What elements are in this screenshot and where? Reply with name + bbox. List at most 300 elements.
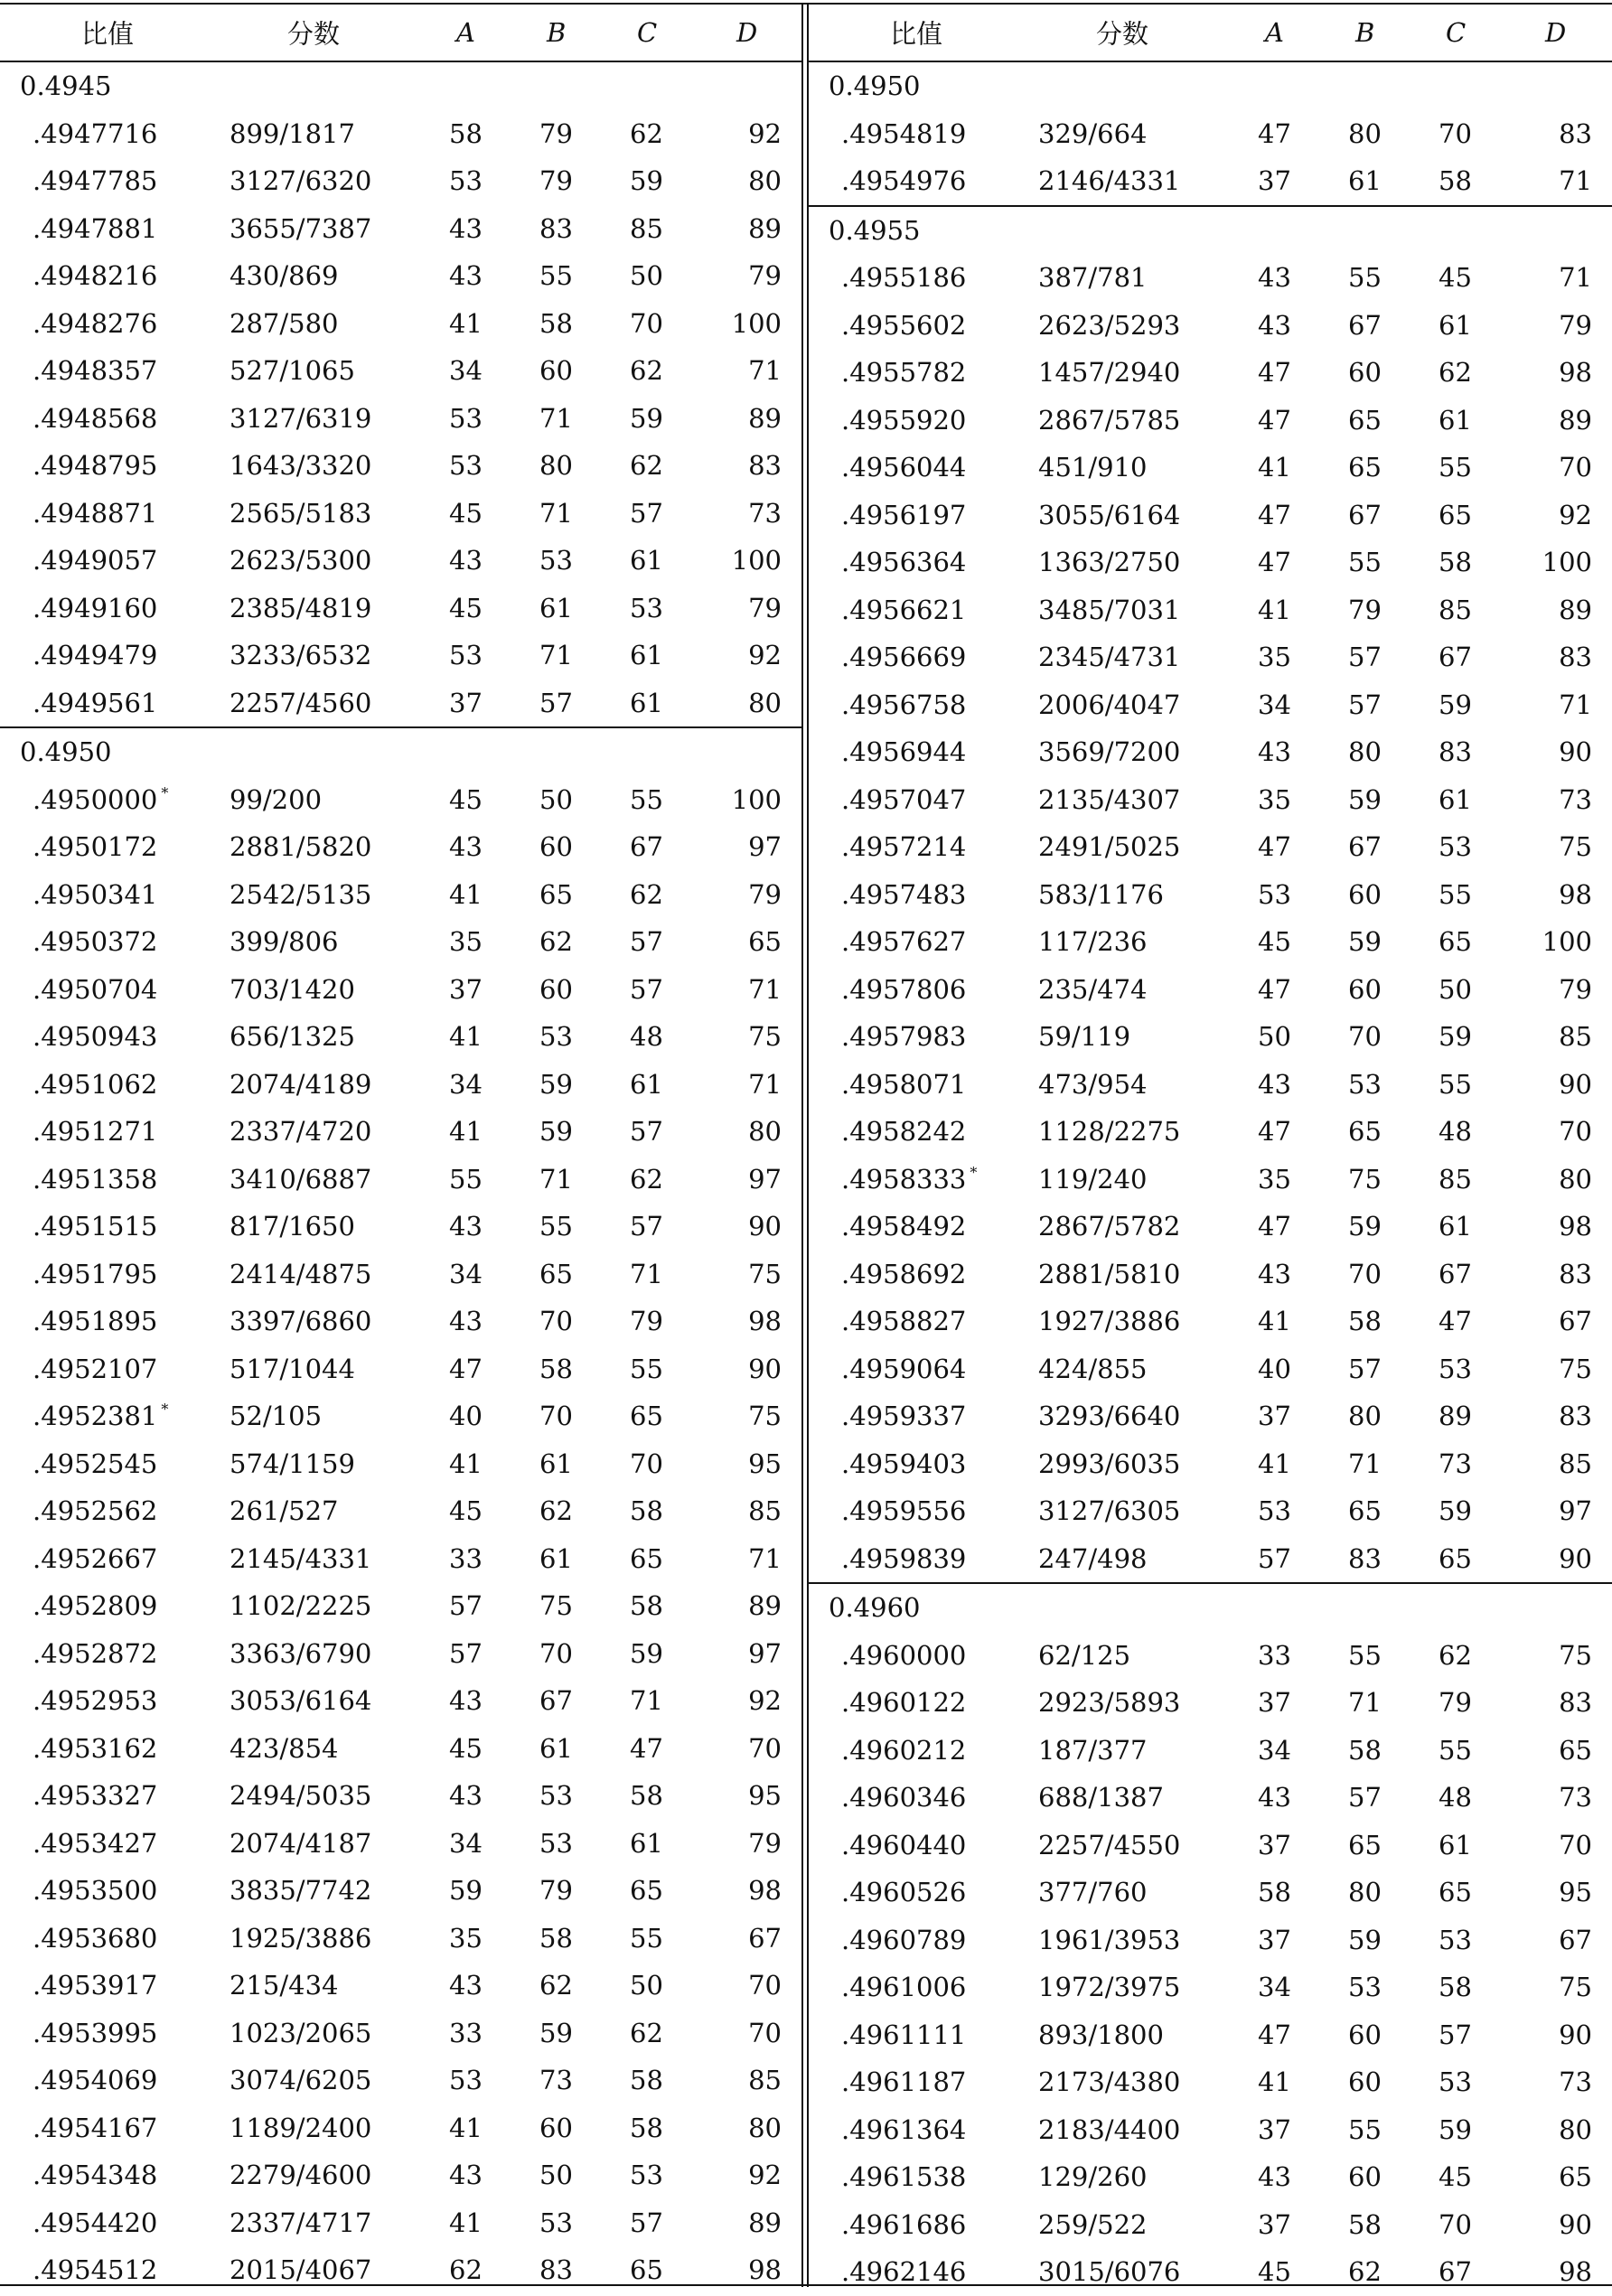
c-cell: 65 xyxy=(630,1542,663,1574)
c-cell: 62 xyxy=(630,117,663,149)
fraction-cell: 3293/6640 xyxy=(1038,1401,1181,1432)
fraction-cell: 2881/5820 xyxy=(230,831,372,863)
ratio-cell: .4959337 xyxy=(841,1401,967,1432)
ratio-cell: .4957983 xyxy=(841,1021,967,1053)
a-cell: 43 xyxy=(449,1306,483,1337)
header-ratio: 比值 xyxy=(890,18,943,49)
ratio-cell: .4962146 xyxy=(841,2256,967,2288)
a-cell: 37 xyxy=(1258,165,1291,197)
fraction-cell: 423/854 xyxy=(230,1732,339,1764)
c-cell: 55 xyxy=(1439,1734,1472,1766)
b-cell: 71 xyxy=(1348,1687,1382,1719)
c-cell: 70 xyxy=(630,307,663,339)
c-cell: 65 xyxy=(1439,499,1472,530)
a-cell: 43 xyxy=(1258,2161,1291,2193)
d-cell: 70 xyxy=(1559,452,1592,483)
c-cell: 55 xyxy=(1439,1068,1472,1100)
a-cell: 41 xyxy=(1258,594,1291,625)
b-cell: 60 xyxy=(539,2112,573,2143)
table-row xyxy=(809,1916,1612,1964)
table-row xyxy=(809,776,1612,824)
ratio-cell: .4960122 xyxy=(841,1687,967,1719)
b-cell: 57 xyxy=(1348,1782,1382,1813)
fraction-cell: 3074/6205 xyxy=(230,2065,372,2096)
ratio-cell: .4948276 xyxy=(33,307,158,339)
d-cell: 92 xyxy=(748,117,782,149)
table-row xyxy=(809,492,1612,539)
d-cell: 75 xyxy=(748,1401,782,1432)
fraction-cell: 1023/2065 xyxy=(230,2017,372,2048)
b-cell: 59 xyxy=(539,1116,573,1148)
table-row xyxy=(809,157,1612,205)
b-cell: 60 xyxy=(1348,2161,1382,2193)
fraction-cell: 3485/7031 xyxy=(1038,594,1181,625)
c-cell: 59 xyxy=(1439,1021,1472,1053)
c-cell: 67 xyxy=(1439,2256,1472,2288)
fraction-cell: 2414/4875 xyxy=(230,1258,372,1289)
ratio-cell: .4954819 xyxy=(841,117,967,149)
table-row xyxy=(809,1345,1612,1393)
d-cell: 90 xyxy=(1559,2019,1592,2050)
d-cell: 79 xyxy=(1559,309,1592,341)
a-cell: 37 xyxy=(1258,1829,1291,1860)
d-cell: 79 xyxy=(1559,973,1592,1005)
a-cell: 41 xyxy=(449,2112,483,2143)
table-row xyxy=(0,1251,801,1298)
b-cell: 65 xyxy=(1348,1495,1382,1527)
b-cell: 57 xyxy=(1348,1353,1382,1384)
d-cell: 80 xyxy=(748,165,782,197)
ratio-cell: .4949160 xyxy=(33,592,158,623)
table-row xyxy=(809,918,1612,966)
a-cell: 34 xyxy=(1258,689,1291,720)
a-cell: 53 xyxy=(449,402,483,434)
c-cell: 62 xyxy=(630,450,663,482)
a-cell: 37 xyxy=(1258,1687,1291,1719)
b-cell: 59 xyxy=(1348,926,1382,958)
fraction-cell: 1128/2275 xyxy=(1038,1116,1181,1148)
ratio-cell: .4954976 xyxy=(841,165,967,197)
fraction-cell: 893/1800 xyxy=(1038,2019,1164,2050)
d-cell: 75 xyxy=(1559,1639,1592,1671)
a-cell: 47 xyxy=(1258,2019,1291,2050)
d-cell: 98 xyxy=(748,1875,782,1907)
d-cell: 70 xyxy=(748,1732,782,1764)
c-cell: 67 xyxy=(1439,642,1472,673)
fraction-cell: 2565/5183 xyxy=(230,497,372,529)
header-D: D xyxy=(736,16,758,48)
b-cell: 55 xyxy=(539,1211,573,1242)
b-cell: 59 xyxy=(539,2017,573,2048)
d-cell: 100 xyxy=(731,783,782,815)
b-cell: 83 xyxy=(539,2254,573,2286)
fraction-cell: 688/1387 xyxy=(1038,1782,1164,1813)
table-row xyxy=(809,1822,1612,1870)
b-cell: 65 xyxy=(1348,1829,1382,1860)
c-cell: 57 xyxy=(630,497,663,529)
a-cell: 47 xyxy=(1258,1211,1291,1242)
table-row xyxy=(0,205,801,253)
d-cell: 95 xyxy=(748,1780,782,1812)
ratio-cell: .4959403 xyxy=(841,1448,967,1479)
ratio-cell: .4961686 xyxy=(841,2208,967,2240)
ratio-cell: .4952667 xyxy=(33,1542,158,1574)
d-cell: 100 xyxy=(1542,926,1592,958)
a-cell: 43 xyxy=(449,831,483,863)
table-row xyxy=(0,1915,801,1963)
b-cell: 57 xyxy=(1348,642,1382,673)
d-cell: 70 xyxy=(1559,1116,1592,1148)
ratio-cell: .4951062 xyxy=(33,1068,158,1100)
table-row xyxy=(0,632,801,679)
a-cell: 43 xyxy=(1258,1782,1291,1813)
right-header-row xyxy=(809,4,1612,62)
table-row xyxy=(809,349,1612,397)
a-cell: 57 xyxy=(449,1637,483,1669)
b-cell: 61 xyxy=(539,1542,573,1574)
section-heading-row xyxy=(809,205,1612,255)
d-cell: 83 xyxy=(1559,117,1592,149)
table-row xyxy=(809,1203,1612,1251)
ratio-value: .4958333 xyxy=(841,1163,967,1195)
a-cell: 57 xyxy=(1258,1542,1291,1574)
b-cell: 60 xyxy=(539,355,573,387)
table-row xyxy=(0,2057,801,2104)
b-cell: 70 xyxy=(539,1306,573,1337)
c-cell: 61 xyxy=(1439,309,1472,341)
d-cell: 92 xyxy=(1559,499,1592,530)
b-cell: 57 xyxy=(1348,689,1382,720)
d-cell: 98 xyxy=(1559,1211,1592,1242)
d-cell: 97 xyxy=(748,831,782,863)
ratio-cell: .4955920 xyxy=(841,404,967,436)
table-row xyxy=(0,1820,801,1868)
c-cell: 79 xyxy=(630,1306,663,1337)
ratio-cell: .4947716 xyxy=(33,117,158,149)
c-cell: 58 xyxy=(1439,1972,1472,2003)
a-cell: 53 xyxy=(449,2065,483,2096)
a-cell: 47 xyxy=(1258,404,1291,436)
fraction-cell: 3127/6320 xyxy=(230,165,372,197)
table-row xyxy=(809,1535,1612,1583)
d-cell: 83 xyxy=(1559,1401,1592,1432)
c-cell: 85 xyxy=(1439,594,1472,625)
table-row xyxy=(0,1108,801,1156)
table-row xyxy=(0,537,801,585)
ratio-cell: .4955782 xyxy=(841,357,967,389)
a-cell: 40 xyxy=(449,1401,483,1432)
ratio-cell: .4953680 xyxy=(33,1922,158,1954)
table-row xyxy=(0,442,801,490)
b-cell: 55 xyxy=(1348,2113,1382,2145)
ratio-cell: .4952107 xyxy=(33,1353,158,1384)
b-cell: 53 xyxy=(539,1780,573,1812)
section-heading-row xyxy=(0,62,801,110)
a-cell: 37 xyxy=(449,973,483,1005)
header-B: B xyxy=(547,16,567,48)
c-cell: 61 xyxy=(1439,783,1472,815)
d-cell: 80 xyxy=(748,2112,782,2143)
d-cell: 80 xyxy=(1559,2113,1592,2145)
table-row xyxy=(809,681,1612,729)
table-row xyxy=(809,728,1612,776)
a-cell: 47 xyxy=(1258,357,1291,389)
d-cell: 92 xyxy=(748,640,782,671)
b-cell: 53 xyxy=(539,1021,573,1053)
ratio-cell: .4956758 xyxy=(841,689,967,720)
c-cell: 71 xyxy=(630,1258,663,1289)
a-cell: 57 xyxy=(449,1590,483,1622)
fraction-cell: 99/200 xyxy=(230,783,323,815)
d-cell: 89 xyxy=(748,402,782,434)
b-cell: 61 xyxy=(539,592,573,623)
d-cell: 98 xyxy=(748,1306,782,1337)
b-cell: 79 xyxy=(1348,594,1382,625)
d-cell: 73 xyxy=(1559,2066,1592,2098)
fraction-cell: 2867/5782 xyxy=(1038,1211,1181,1242)
fraction-cell: 1102/2225 xyxy=(230,1590,372,1622)
b-cell: 65 xyxy=(539,878,573,910)
b-cell: 80 xyxy=(1348,736,1382,768)
table-row xyxy=(809,110,1612,158)
ratio-cell: .4950372 xyxy=(33,926,158,958)
a-cell: 33 xyxy=(1258,1639,1291,1671)
b-cell: 60 xyxy=(1348,2066,1382,2098)
d-cell: 71 xyxy=(1559,689,1592,720)
ratio-cell: .4953162 xyxy=(33,1732,158,1764)
table-row xyxy=(809,1013,1612,1061)
d-cell: 75 xyxy=(748,1021,782,1053)
b-cell: 53 xyxy=(1348,1068,1382,1100)
c-cell: 58 xyxy=(630,1590,663,1622)
a-cell: 45 xyxy=(449,1732,483,1764)
table-row xyxy=(809,1774,1612,1822)
fraction-cell: 2993/6035 xyxy=(1038,1448,1181,1479)
c-cell: 73 xyxy=(1439,1448,1472,1479)
a-cell: 35 xyxy=(1258,783,1291,815)
table-row xyxy=(809,2201,1612,2249)
a-cell: 53 xyxy=(1258,878,1291,910)
ratio-cell: .4952872 xyxy=(33,1637,158,1669)
fraction-cell: 1961/3953 xyxy=(1038,1924,1181,1955)
d-cell: 85 xyxy=(748,2065,782,2096)
a-cell: 53 xyxy=(1258,1495,1291,1527)
c-cell: 61 xyxy=(1439,1211,1472,1242)
b-cell: 70 xyxy=(1348,1258,1382,1289)
fraction-cell: 2867/5785 xyxy=(1038,404,1181,436)
table-row xyxy=(0,300,801,348)
b-cell: 83 xyxy=(539,212,573,244)
ratio-value: .4952381 xyxy=(33,1401,158,1432)
ratio-cell: .4960346 xyxy=(841,1782,967,1813)
b-cell: 71 xyxy=(539,497,573,529)
a-cell: 50 xyxy=(1258,1021,1291,1053)
c-cell: 61 xyxy=(630,1827,663,1859)
fraction-cell: 117/236 xyxy=(1038,926,1148,958)
a-cell: 45 xyxy=(449,497,483,529)
d-cell: 73 xyxy=(1559,783,1592,815)
a-cell: 34 xyxy=(449,1827,483,1859)
ratio-cell: .4960526 xyxy=(841,1877,967,1908)
a-cell: 47 xyxy=(1258,973,1291,1005)
ratio-cell: .4956197 xyxy=(841,499,967,530)
fraction-cell: 2145/4331 xyxy=(230,1542,372,1574)
header-C: C xyxy=(637,16,658,48)
b-cell: 65 xyxy=(1348,404,1382,436)
a-cell: 47 xyxy=(1258,117,1291,149)
d-cell: 83 xyxy=(748,450,782,482)
fraction-cell: 703/1420 xyxy=(230,973,355,1005)
ratio-cell: .4948795 xyxy=(33,450,158,482)
ratio-cell: .4960000 xyxy=(841,1639,967,1671)
fraction-cell: 215/434 xyxy=(230,1970,339,2001)
a-cell: 41 xyxy=(449,2207,483,2238)
fraction-cell: 656/1325 xyxy=(230,1021,355,1053)
ratio-cell: .4951271 xyxy=(33,1116,158,1148)
c-cell: 59 xyxy=(1439,689,1472,720)
table-row xyxy=(809,1963,1612,2011)
fraction-cell: 1189/2400 xyxy=(230,2112,372,2143)
table-row xyxy=(0,1203,801,1251)
c-cell: 61 xyxy=(1439,1829,1472,1860)
b-cell: 55 xyxy=(1348,262,1382,294)
table-row xyxy=(809,1487,1612,1535)
a-cell: 41 xyxy=(1258,1448,1291,1479)
d-cell: 75 xyxy=(1559,1353,1592,1384)
left-table xyxy=(0,4,801,2294)
table-row xyxy=(0,1298,801,1345)
b-cell: 53 xyxy=(539,2207,573,2238)
fraction-cell: 517/1044 xyxy=(230,1353,355,1384)
a-cell: 47 xyxy=(1258,831,1291,863)
c-cell: 61 xyxy=(630,640,663,671)
ratio-cell: .4952809 xyxy=(33,1590,158,1622)
table-row xyxy=(809,2058,1612,2106)
b-cell: 50 xyxy=(539,783,573,815)
fraction-cell: 377/760 xyxy=(1038,1877,1148,1908)
b-cell: 61 xyxy=(539,1448,573,1479)
table-row xyxy=(0,1392,801,1440)
c-cell: 85 xyxy=(1439,1163,1472,1195)
b-cell: 80 xyxy=(1348,117,1382,149)
ratio-cell: .4949479 xyxy=(33,640,158,671)
fraction-cell: 3127/6319 xyxy=(230,402,372,434)
ratio-cell: .4959556 xyxy=(841,1495,967,1527)
d-cell: 67 xyxy=(748,1922,782,1954)
table-row xyxy=(809,302,1612,350)
ratio-cell: .4953917 xyxy=(33,1970,158,2001)
ratio-cell: .4953427 xyxy=(33,1827,158,1859)
ratio-cell: .4958071 xyxy=(841,1068,967,1100)
a-cell: 41 xyxy=(449,1448,483,1479)
b-cell: 71 xyxy=(539,640,573,671)
b-cell: 58 xyxy=(539,1922,573,1954)
a-cell: 34 xyxy=(1258,1972,1291,2003)
ratio-cell: .4949057 xyxy=(33,545,158,576)
fraction-cell: 451/910 xyxy=(1038,452,1148,483)
exact-marker: * xyxy=(161,783,169,801)
c-cell: 79 xyxy=(1439,1687,1472,1719)
fraction-cell: 2385/4819 xyxy=(230,592,372,623)
ratio-cell: .4958827 xyxy=(841,1306,967,1337)
c-cell: 62 xyxy=(1439,357,1472,389)
d-cell: 79 xyxy=(748,592,782,623)
ratio-cell: .4954512 xyxy=(33,2254,158,2286)
a-cell: 37 xyxy=(1258,2208,1291,2240)
c-cell: 58 xyxy=(630,2065,663,2096)
d-cell: 85 xyxy=(1559,1021,1592,1053)
ratio-cell xyxy=(33,1401,168,1431)
fraction-cell: 287/580 xyxy=(230,307,339,339)
c-cell: 58 xyxy=(630,1780,663,1812)
c-cell: 59 xyxy=(1439,1495,1472,1527)
fraction-cell: 2345/4731 xyxy=(1038,642,1181,673)
d-cell: 97 xyxy=(748,1163,782,1195)
table-row xyxy=(809,539,1612,586)
ratio-cell: .4950943 xyxy=(33,1021,158,1053)
a-cell: 58 xyxy=(1258,1877,1291,1908)
b-cell: 61 xyxy=(539,1732,573,1764)
a-cell: 53 xyxy=(449,165,483,197)
d-cell: 80 xyxy=(748,687,782,718)
c-cell: 67 xyxy=(1439,1258,1472,1289)
bottom-rule xyxy=(0,2284,1612,2286)
c-cell: 65 xyxy=(1439,1877,1472,1908)
d-cell: 71 xyxy=(1559,165,1592,197)
b-cell: 71 xyxy=(1348,1448,1382,1479)
table-row xyxy=(0,1582,801,1630)
table-row xyxy=(0,2199,801,2247)
d-cell: 100 xyxy=(1542,547,1592,578)
d-cell: 89 xyxy=(748,212,782,244)
c-cell: 70 xyxy=(630,1448,663,1479)
c-cell: 65 xyxy=(630,1401,663,1432)
c-cell: 61 xyxy=(630,687,663,718)
ratio-value: .4950000 xyxy=(33,783,158,815)
c-cell: 55 xyxy=(1439,878,1472,910)
fraction-cell: 2257/4560 xyxy=(230,687,372,718)
c-cell: 47 xyxy=(630,1732,663,1764)
a-cell: 33 xyxy=(449,1542,483,1574)
fraction-cell: 2074/4189 xyxy=(230,1068,372,1100)
d-cell: 90 xyxy=(1559,736,1592,768)
ratio-cell: .4953327 xyxy=(33,1780,158,1812)
c-cell: 57 xyxy=(630,1211,663,1242)
fraction-cell: 247/498 xyxy=(1038,1542,1148,1574)
a-cell: 41 xyxy=(449,1116,483,1148)
fraction-cell: 3410/6887 xyxy=(230,1163,372,1195)
table-row xyxy=(809,2106,1612,2154)
b-cell: 83 xyxy=(1348,1542,1382,1574)
d-cell: 89 xyxy=(1559,404,1592,436)
fraction-cell: 119/240 xyxy=(1038,1163,1148,1195)
table-row xyxy=(809,1632,1612,1680)
fraction-cell: 3055/6164 xyxy=(1038,499,1181,530)
fraction-cell: 261/527 xyxy=(230,1495,339,1527)
table-row xyxy=(809,1869,1612,1916)
fraction-cell: 899/1817 xyxy=(230,117,355,149)
d-cell: 80 xyxy=(748,1116,782,1148)
c-cell: 53 xyxy=(630,592,663,623)
table-row xyxy=(0,679,801,727)
d-cell: 98 xyxy=(1559,2256,1592,2288)
b-cell: 60 xyxy=(1348,2019,1382,2050)
section-heading-row xyxy=(0,726,801,776)
d-cell: 85 xyxy=(1559,1448,1592,1479)
ratio-cell: .4950341 xyxy=(33,878,158,910)
b-cell: 53 xyxy=(539,1827,573,1859)
a-cell: 45 xyxy=(1258,2256,1291,2288)
